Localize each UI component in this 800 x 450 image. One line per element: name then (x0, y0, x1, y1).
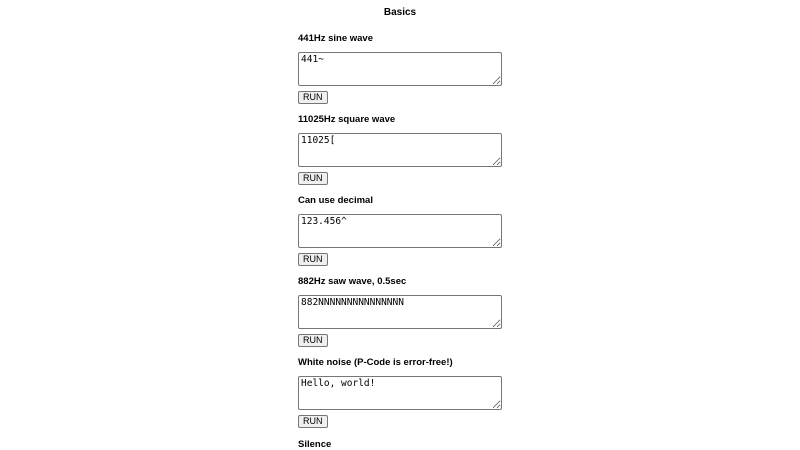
code-input[interactable] (298, 133, 502, 167)
example-section-saw (298, 276, 508, 347)
example-title: Silence (298, 439, 332, 450)
example-section-decimal (298, 195, 508, 266)
run-button[interactable]: RUN (298, 253, 328, 266)
example-title: Can use decimal (298, 195, 373, 206)
code-input[interactable] (298, 295, 502, 329)
page-title: Basics (383, 7, 417, 18)
run-button[interactable]: RUN (298, 334, 328, 347)
run-button[interactable]: RUN (298, 415, 328, 428)
example-section-square (298, 114, 508, 185)
code-input[interactable] (298, 52, 502, 86)
run-button[interactable]: RUN (298, 91, 328, 104)
code-input[interactable] (298, 376, 502, 410)
example-section-noise (298, 357, 508, 428)
example-section-sine (298, 33, 508, 104)
code-input[interactable] (298, 214, 502, 248)
example-title: 11025Hz square wave (298, 114, 396, 125)
run-button[interactable]: RUN (298, 172, 328, 185)
example-title: 882Hz saw wave, 0.5sec (298, 276, 407, 287)
example-title: White noise (P-Code is error-free!) (298, 357, 453, 368)
example-title: 441Hz sine wave (298, 33, 373, 44)
example-section-silence (298, 439, 508, 450)
